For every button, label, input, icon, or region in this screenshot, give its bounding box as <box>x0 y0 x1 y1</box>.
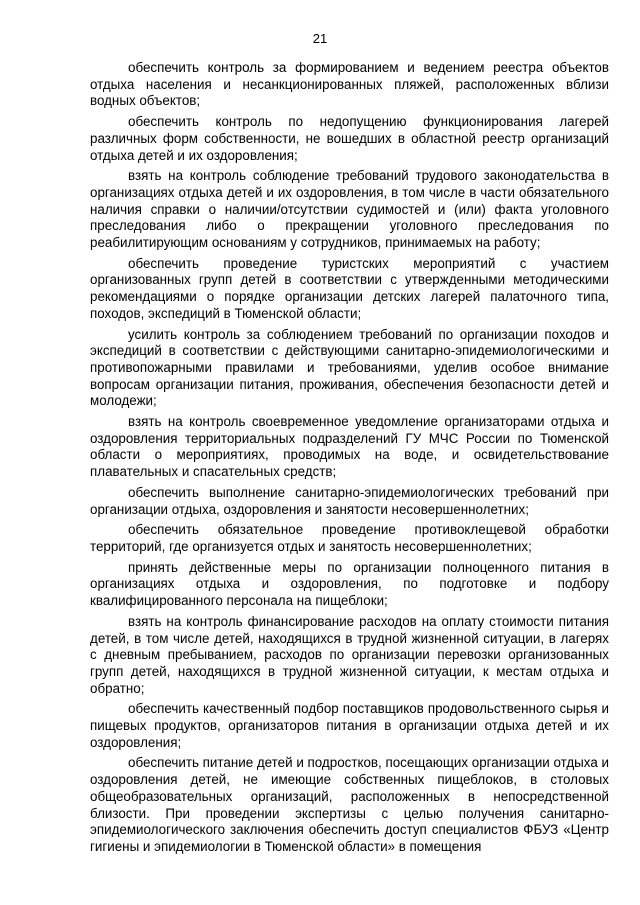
page-number: 21 <box>312 31 328 46</box>
paragraph-sanitary-requirements: обеспечить выполнение санитарно-эпидемиологических требований при организации отдыха, оздоровления и занятости несовершеннолетних; <box>90 484 609 517</box>
paragraph-unregistered-camps: обеспечить контроль по недопущению функционирования лагерей различных форм собственности, не вошедших в областной реестр организаций отдыха детей и их оздоровления; <box>90 114 609 163</box>
paragraph-financing: взять на контроль финансирование расходов на оплату стоимости питания детей, в том числе детей, находящихся в трудной жизненной ситуации, в лагерях с дневным пребыванием, расходов по организации перевозки организованных групп детей, находящихся в трудной жизненной ситуации, к местам отдыха и обратно; <box>90 613 609 696</box>
paragraph-labor-law: взять на контроль соблюдение требований трудового законодательства в организациях отдыха детей и их оздоровления, в том числе в части обязательного наличия справки о наличии/отсутствии судимостей и (или) факта уголовного преследования либо о прекращении уголовного преследования по реабилитирующим основаниям у сотрудников, принимаемых на работу; <box>90 168 609 251</box>
paragraph-suppliers: обеспечить качественный подбор поставщиков продовольственного сырья и пищевых продуктов, организаторов питания в организации отдыха детей и их оздоровления; <box>90 701 609 750</box>
paragraph-emergency-notification: взять на контроль своевременное уведомление организаторами отдыха и оздоровления территориальных подразделений ГУ МЧС России по Тюменской области о мероприятиях, проводимых на воде, и освидетельствование плавательных и спасательных средств; <box>90 414 609 480</box>
document-body <box>90 60 609 860</box>
paragraph-tourist-events: обеспечить проведение туристских мероприятий с участием организованных групп детей в соответствии с утвержденными методическими рекомендациями о порядке организации детских лагерей палаточного типа, походов, экспедиций в Тюменской области; <box>90 255 609 321</box>
paragraph-hikes-control: усилить контроль за соблюдением требований по организации походов и экспедиций в соответствии с действующими санитарно-эпидемиологическими и противопожарными правилами и требованиями, уделив особое внимание вопросам организации питания, проживания, обеспечения безопасности детей и молодежи; <box>90 326 609 409</box>
paragraph-school-canteens: обеспечить питание детей и подростков, посещающих организации отдыха и оздоровления детей, не имеющие собственных пищеблоков, в столовых общеобразовательных организаций, расположенных в непосредственной близости. При проведении экспертизы с целью получения санитарно-эпидемиологического заключения обеспечить доступ специалистов ФБУЗ «Центр гигиены и эпидемиологии в Тюменской области» в помещения <box>90 755 609 854</box>
paragraph-tick-treatment: обеспечить обязательное проведение противоклещевой обработки территорий, где организуется отдых и занятость несовершеннолетних; <box>90 522 609 554</box>
paragraph-nutrition: принять действенные меры по организации полноценного питания в организациях отдыха и оздоровления, по подготовке и подбору квалифицированного персонала на пищеблоки; <box>90 559 609 609</box>
paragraph-register-control: обеспечить контроль за формированием и ведением реестра объектов отдыха населения и несанкционированных пляжей, расположенных вблизи водных объектов; <box>90 60 609 109</box>
